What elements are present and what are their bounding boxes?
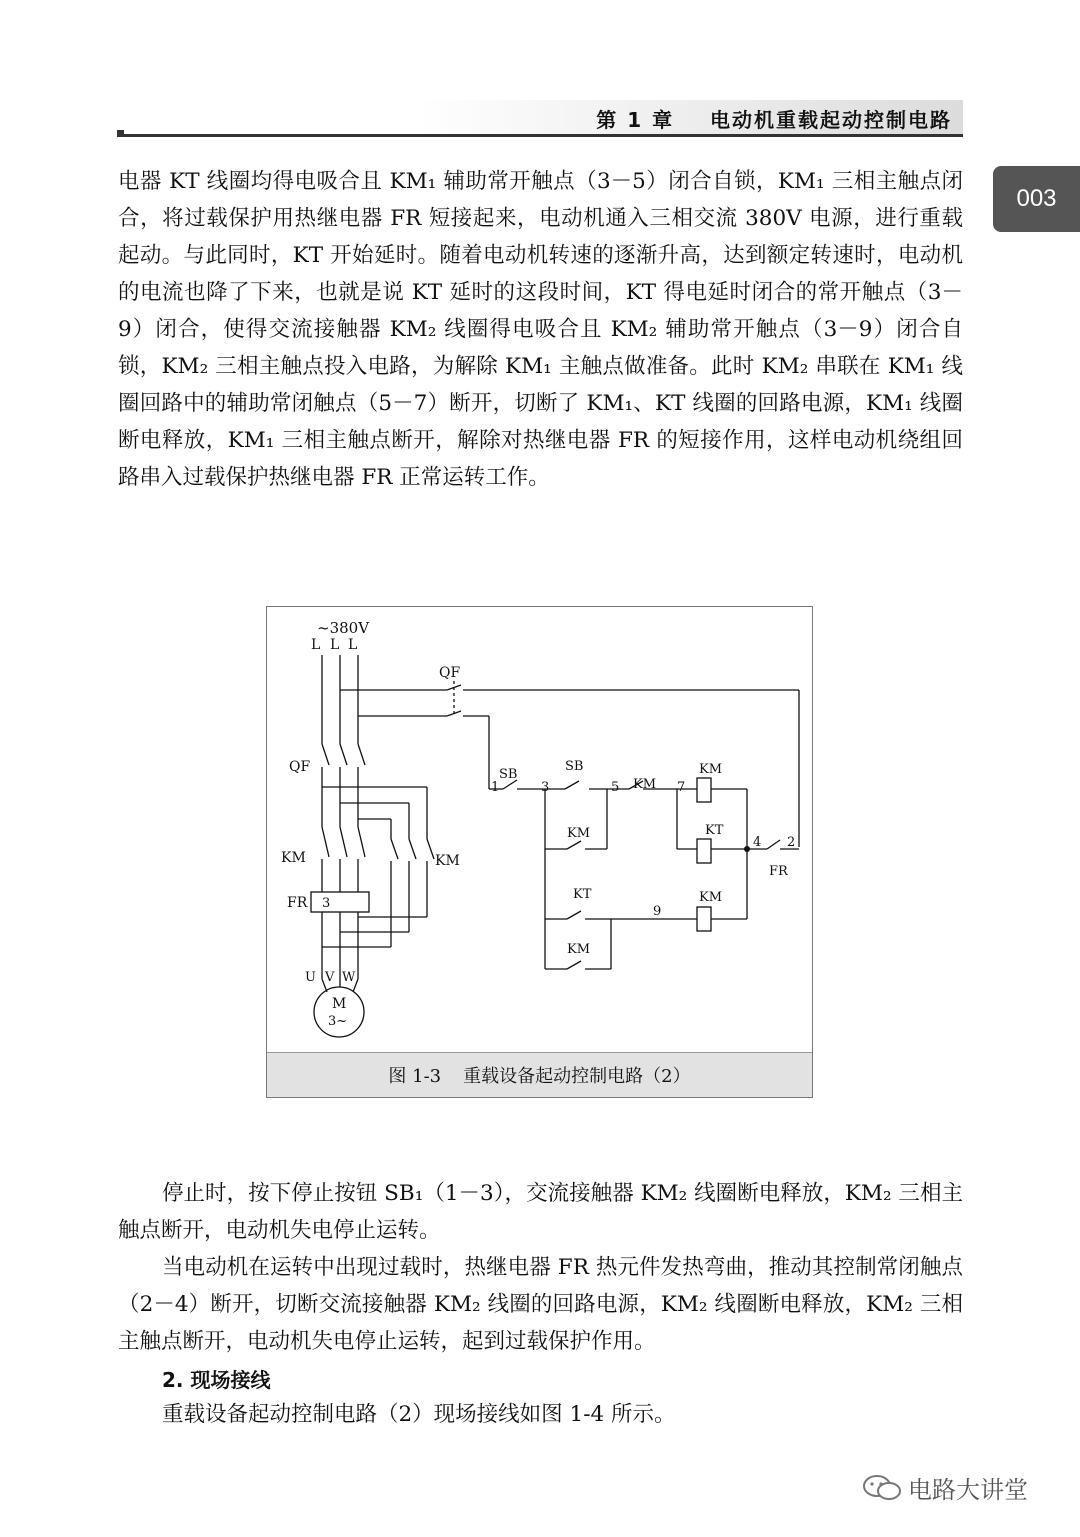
junction-node [744,846,750,852]
node-9: 9 [653,904,662,919]
km2-coil-label: KM [699,890,723,905]
header-rule [118,134,963,137]
sb2-label: SB [565,759,584,774]
chapter-title: 电动机重载起动控制电路 [710,108,952,132]
fr-box-label: 3 [322,896,331,911]
qf1-label: QF [289,759,311,775]
paragraph-3 [118,1249,963,1360]
node-3: 3 [541,780,550,795]
circuit-figure [266,606,813,1098]
line-label-l3: L [348,637,358,653]
figure-caption-number: 图 1-3 [388,1066,442,1087]
paragraph-2 [118,1175,963,1249]
watermark-text: 电路大讲堂 [908,1476,1028,1504]
sb1-label: SB [499,767,518,782]
terminal-v1: V [325,970,335,985]
kt-coil-label: KT [705,823,724,838]
fr-contact-label: FR [769,864,788,879]
wechat-icon [862,1473,902,1503]
qf2-label: QF [439,665,461,681]
node-4: 4 [753,835,762,850]
page-number: 003 [1016,185,1057,212]
paragraph-1 [118,163,963,496]
paragraph-1-text: 电器 KT 线圈均得电吸合且 KM₁ 辅助常开触点（3－5）闭合自锁，KM₁ 三相主触点闭合，将过载保护用热继电器 FR 短接起来，电动机通入三相交流 380V 电源，进行重载起动。与此同时，KT 开始延时。随着电动机转速的逐渐升高，达到额定转速时，电动机的电流也降了下来，也就是说 KT 延时的这段时间，KT 得电延时闭合的常开触点（3－9）闭合，使得交流接触器 KM₂ 线圈得电吸合且 KM₂ 辅助常开触点（3－9）闭合自锁，KM₂ 三相主触点投入电路，为解除 KM₁ 主触点做准备。此时 KM₂ 串联在 KM₁ 线圈回路中的辅助常闭触点（5－7）断开，切断了 KM₁、KT 线圈的回路电源，KM₁ 线圈断电释放，KM₁ 三相主触点断开，解除对热继电器 FR 的短接作用，这样电动机绕组回路串入过载保护热继电器 FR 正常运转工作。 [118,169,963,490]
line-label-l2: L [330,637,340,653]
node-5: 5 [611,780,620,795]
paragraph-3-text: 当电动机在运转中出现过载时，热继电器 FR 热元件发热弯曲，推动其控制常闭触点（2－4）断开，切断交流接触器 KM₂ 线圈的回路电源，KM₂ 线圈断电释放，KM₂ 三相主触点断开，电动机失电停止运转，起到过载保护作用。 [118,1255,963,1354]
node-2: 2 [787,835,796,850]
figure-caption [267,1052,812,1097]
node-1: 1 [491,780,500,795]
motor-m-label: M [332,996,347,1012]
watermark [862,1470,1028,1505]
km2-main-label: KM [281,850,306,866]
km1-aux-label: KM [567,826,591,841]
chapter-number: 第 1 章 [596,108,675,132]
km1-main-label: KM [435,853,460,869]
terminal-u1: U [305,970,316,985]
km2-aux-label: KM [567,942,591,957]
kt-contact-label: KT [573,887,592,902]
page-number-tab [993,166,1080,232]
paragraph-4 [118,1396,963,1433]
running-header [596,104,952,133]
circuit-diagram [267,607,812,1053]
paragraph-2-text: 停止时，按下停止按钮 SB₁（1－3），交流接触器 KM₂ 线圈断电释放，KM₂ 三相主触点断开，电动机失电停止运转。 [118,1181,963,1243]
paragraph-4-text: 重载设备起动控制电路（2）现场接线如图 1-4 所示。 [162,1402,676,1427]
km1-coil-label: KM [699,762,723,777]
terminal-w1: W [342,970,356,985]
section-heading: 2. 现场接线 [162,1368,271,1392]
header-rule-marker [117,130,124,137]
motor-phase-label: 3~ [328,1014,348,1029]
line-label-l1: L [311,637,321,653]
figure-caption-text: 重载设备起动控制电路（2） [463,1066,691,1087]
fr-main-label: FR [287,895,308,911]
km2-nc-label: KM [633,777,657,792]
supply-label: ~380V [317,619,370,637]
node-7: 7 [677,780,686,795]
